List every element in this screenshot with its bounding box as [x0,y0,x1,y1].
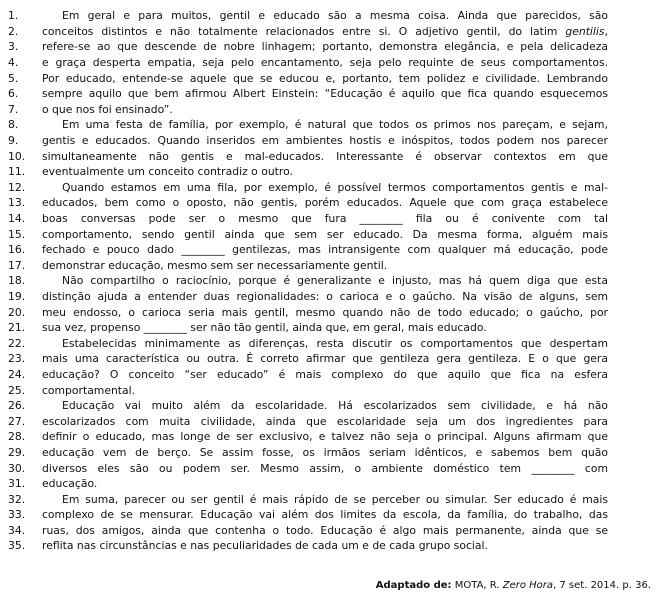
line-text: educação? O conceito “ser educado” é mais complexo do que aquilo que fica na esfera [42,367,608,381]
text-line [0,148,665,164]
line-text: Estabelecidas minimamente as diferenças, resta discutir os comportamentos que despertam [62,336,608,350]
line-text: Quando estamos em uma fila, por exemplo, é possível termos comportamentos gentis e mal- [62,180,608,194]
line-number: 27. [8,414,26,428]
text-line [0,367,665,383]
line-number: 24. [8,367,26,381]
text-line [0,195,665,211]
text-line [0,304,665,320]
line-text: eventualmente um conceito contradiz o outro. [42,165,293,179]
line-number: 1. [8,9,19,23]
line-number: 16. [8,243,26,257]
line-number: 35. [8,539,26,553]
line-number: 13. [8,196,26,210]
line-text: Por educado, entende-se aquele que se educou e, portanto, tem polidez e civilidade. Lembrando [42,71,608,85]
text-line [0,429,665,445]
line-text: educados, bem como o oposto, não gentis, porém educados. Aquele que com graça estabelece [42,196,608,210]
text-line [0,491,665,507]
line-text: Educação vai muito além da escolaridade. Há escolarizados sem civilidade, e há não [62,399,608,413]
source-author: MOTA, R. [454,580,500,591]
line-text: boas conversas pode ser o mesmo que fura ________ fila ou é conivente com tal [42,212,608,226]
line-text: gentis e educados. Quando inseridos em ambientes hostis e inóspitos, todos podem nos parecer [42,134,608,148]
line-text: complexo de se mensurar. Educação vai além dos limites da escola, da família, do trabalho, das [42,508,608,522]
line-number: 9. [8,134,19,148]
text-line [0,211,665,227]
line-text: educação vem de berço. Se assim fosse, os irmãos seriam idênticos, e sabemos bem quão [42,445,608,459]
line-text: Em geral e para muitos, gentil e educado são a mesma coisa. Ainda que parecidos, são [62,9,608,23]
line-number: 2. [8,24,19,38]
line-text: simultaneamente não gentis e mal-educados. Interessante é observar contextos em que [42,149,608,163]
line-number: 19. [8,289,26,303]
text-line [0,55,665,71]
line-text: comportamental. [42,383,136,397]
line-text: diversos eles são ou podem ser. Mesmo assim, o ambiente doméstico tem ________ com [42,461,608,475]
line-text: sua vez, propenso ________ ser não tão gentil, ainda que, em geral, mais educado. [42,321,487,335]
text-line [0,226,665,242]
line-text: Em uma festa de família, por exemplo, é natural que todos os primos nos pareçam, e sejam, [62,118,608,132]
line-number: 3. [8,40,19,54]
text-line [0,382,665,398]
line-number: 32. [8,492,26,506]
line-number: 29. [8,445,26,459]
line-text: ruas, dos amigos, ainda que contenha o todo. Educação é algo mais permanente, ainda que se [42,523,608,537]
source-label: Adaptado de: [375,580,452,591]
text-line [0,398,665,414]
text-line [0,273,665,289]
text-line [0,24,665,40]
line-number: 10. [8,149,26,163]
line-number: 34. [8,523,26,537]
text-line [0,180,665,196]
line-text: o que nos foi ensinado”. [42,102,173,116]
line-number: 5. [8,71,19,85]
line-number: 6. [8,87,19,101]
line-number: 8. [8,118,19,132]
line-text: Não compartilho o raciocínio, porque é generalizante e injusto, mas há quem diga que esta [62,274,608,288]
line-number: 30. [8,461,26,475]
text-line [0,460,665,476]
line-number: 11. [8,165,26,179]
document-body [0,8,665,554]
line-text: conceitos distintos e não totalmente relacionados entre si. O adjetivo gentil, do latim gentilis, [42,24,608,38]
line-text: sempre aquilo que bem afirmou Albert Einstein: “Educação é aquilo que fica quando esquecemos [42,87,608,101]
text-line [0,133,665,149]
source-citation [376,580,651,591]
text-line [0,8,665,24]
text-line [0,258,665,274]
text-line [0,86,665,102]
line-number: 33. [8,508,26,522]
text-line [0,476,665,492]
line-number: 18. [8,274,26,288]
line-text: meu endosso, o carioca seria mais gentil, mesmo quando não de todo educado; o gaúcho, por [42,305,608,319]
source-work: Zero Hora [502,580,554,591]
line-number: 15. [8,227,26,241]
line-number: 25. [8,383,26,397]
line-number: 26. [8,399,26,413]
text-line [0,164,665,180]
line-text: distinção ajuda a entender duas regionalidades: o carioca e o gaúcho. Na visão de alguns, sem [42,289,608,303]
line-number: 4. [8,56,19,70]
text-line [0,289,665,305]
line-text: definir o educado, mas longe de ser exclusivo, e talvez não seja o principal. Alguns afirmam que [42,430,608,444]
line-number: 14. [8,212,26,226]
line-number: 7. [8,102,19,116]
line-text: escolarizados com muita civilidade, ainda que escolaridade seja um dos ingredientes para [42,414,608,428]
line-text: refere-se ao que descende de nobre linhagem; portanto, demonstra elegância, e pela delicadeza [42,40,608,54]
text-line [0,445,665,461]
line-number: 31. [8,477,26,491]
text-line [0,507,665,523]
line-text: demonstrar educação, mesmo sem ser necessariamente gentil. [42,258,388,272]
text-line [0,102,665,118]
text-line [0,70,665,86]
line-number: 17. [8,258,26,272]
text-line [0,39,665,55]
line-number: 12. [8,180,26,194]
text-line [0,351,665,367]
line-number: 23. [8,352,26,366]
line-text: mais uma característica ou outra. É correto afirmar que gentileza gera gentileza. E o que gera [42,352,608,366]
line-text: fechado e pouco dado ________ gentilezas, mas intransigente com qualquer má educação, pode [42,243,608,257]
text-line [0,413,665,429]
line-text: comportamento, sendo gentil ainda que sem ser educado. Da mesma forma, alguém mais [42,227,608,241]
text-line [0,117,665,133]
line-text: educação. [42,477,98,491]
text-line [0,335,665,351]
text-line [0,320,665,336]
line-text: e graça desperta empatia, seja pelo encantamento, seja pelo requinte de seus comportamentos. [42,56,608,70]
line-text: Em suma, parecer ou ser gentil é mais rápido de se perceber ou simular. Ser educado é mais [62,492,608,506]
line-number: 21. [8,321,26,335]
line-number: 22. [8,336,26,350]
text-line [0,242,665,258]
text-line [0,538,665,554]
source-details: , 7 set. 2014. p. 36. [553,580,651,591]
line-number: 28. [8,430,26,444]
line-number: 20. [8,305,26,319]
text-line [0,523,665,539]
line-text: reflita nas circunstâncias e nas peculiaridades de cada um e de cada grupo social. [42,539,488,553]
